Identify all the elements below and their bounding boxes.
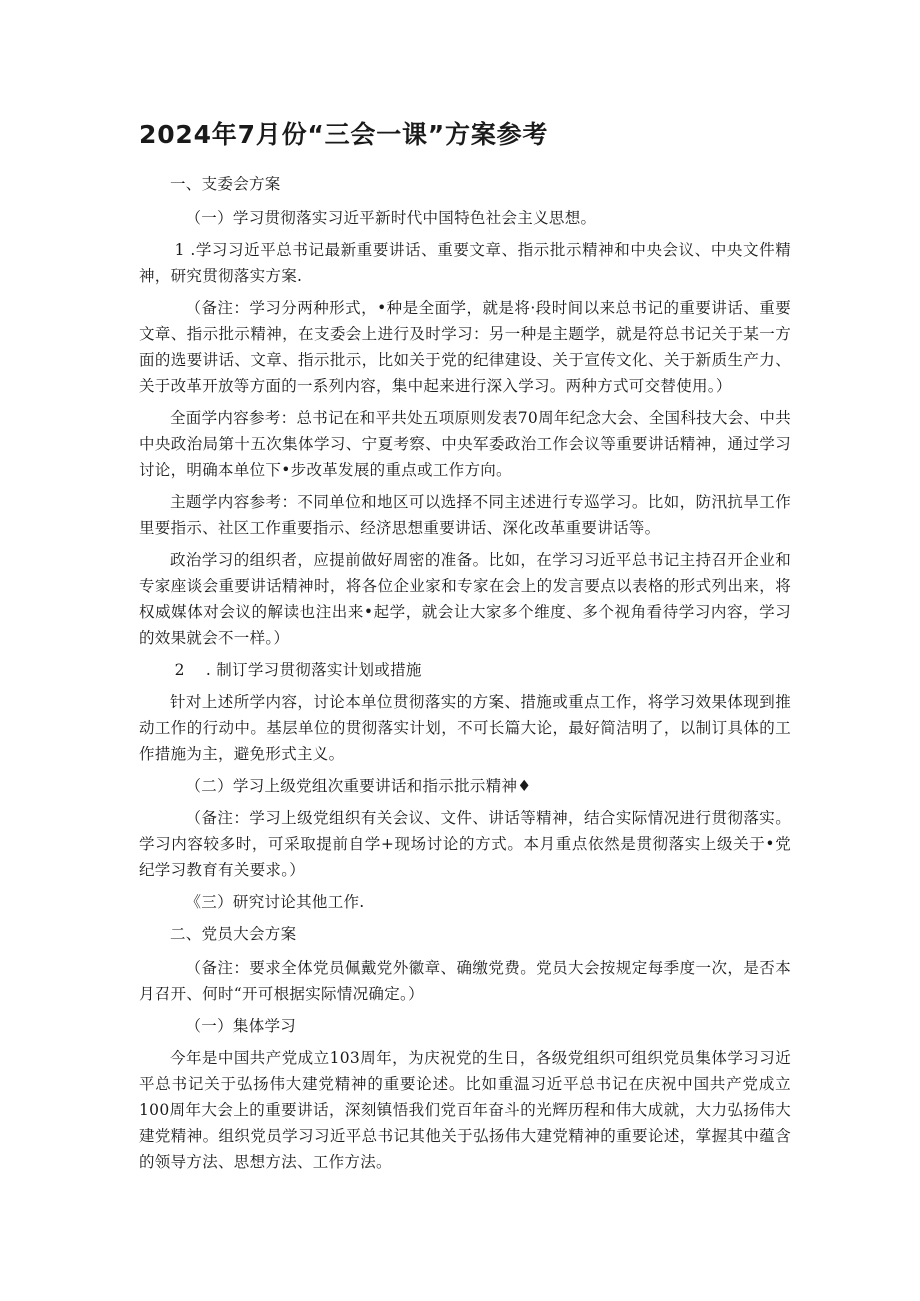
subsection-heading: （一）集体学习 (185, 1017, 297, 1035)
note-paragraph: （备注：要求全体党员佩戴党外徽章、确缴党费。党员大会按规定每季度一次，是否本月召开、何时“开可根据实际情况确定。） (139, 959, 791, 1003)
numbered-item: 2 . 制订学习贯彻落实计划或措施 (174, 661, 422, 679)
body-paragraph: 今年是中国共产党成立103周年，为庆祝党的生日，各级党组织可组织党员集体学习习近平总书记关于弘扬伟大建党精神的重要论述。比如重温习近平总书记在庆祝中国共产党成立100周年大会上的重要讲话，深刻镇悟我们党百年奋斗的光辉历程和伟大成就，大力弘扬伟大建党精神。组织党员学习习近平总书记其他关于弘扬伟大建党精神的重要论述，掌握其中蕴含的领导方法、思想方法、工作方法。 (139, 1049, 791, 1171)
body-paragraph: 主题学内容参考：不同单位和地区可以选择不同主述进行专巡学习。比如，防汛抗旱工作里要指示、社区工作重要指示、经济思想重要讲话、深化改革重要讲话等。 (139, 493, 791, 537)
subsection-heading: 《三）研究讨论其他工作. (185, 893, 365, 911)
note-paragraph: （备注：学习上级党组织有关会议、文件、讲话等精神，结合实际情况进行贯彻落实。学习内容较多时，可采取提前自学+现场讨论的方式。本月重点依然是贯彻落实上级关于•党纪学习教育有关要求。） (139, 809, 791, 879)
numbered-item: 1 .学习习近平总书记最新重要讲话、重要文章、指示批示精神和中央会议、中央文件精神，研究贯彻落实方案. (139, 241, 791, 285)
section-heading: 一、支委会方案 (170, 175, 281, 193)
body-paragraph: 针对上述所学内容，讨论本单位贯彻落实的方案、措施或重点工作，将学习效果体现到推动工作的行动中。基层单位的贯彻落实计划，不可长篇大论，最好简洁明了，以制订具体的工作措施为主，避免形式主义。 (139, 693, 791, 763)
document-body (139, 117, 791, 1181)
section-heading: 二、党员大会方案 (170, 925, 297, 943)
subsection-heading: （一）学习贯彻落实习近平新时代中国特色社会主义思想。 (185, 209, 597, 227)
body-paragraph: 全面学内容参考：总书记在和平共处五项原则发表70周年纪念大会、全国科技大会、中共中央政治局第十五次集体学习、宁夏考察、中央军委政治工作会议等重要讲话精神，通过学习讨论，明确本单位下•步改革发展的重点或工作方向。 (139, 409, 791, 479)
subsection-heading: （二）学习上级党组次重要讲话和指示批示精神♦ (185, 777, 532, 795)
document-title: 2024年7月份“三会一课”方案参考 (139, 120, 549, 149)
body-paragraph: 政治学习的组织者，应提前做好周密的准备。比如，在学习习近平总书记主持召开企业和专家座谈会重要讲话精神时，将各位企业家和专家在会上的发言要点以表格的形式列出来，将权威媒体对会议的解读也注出来•起学，就会让大家多个维度、多个视角看待学习内容，学习的效果就会不一样。） (139, 551, 791, 647)
note-paragraph: （备注：学习分两种形式，•种是全面学，就是将·段时间以来总书记的重要讲话、重要文章、指示批示精神，在支委会上进行及时学习：另一种是主题学，就是符总书记关于某一方面的选要讲话、文章、指示批示，比如关于党的纪律建设、关于宣传文化、关于新质生产力、关于改革开放等方面的一系列内容，集中起来进行深入学习。两种方式可交替使用。） (139, 299, 791, 395)
